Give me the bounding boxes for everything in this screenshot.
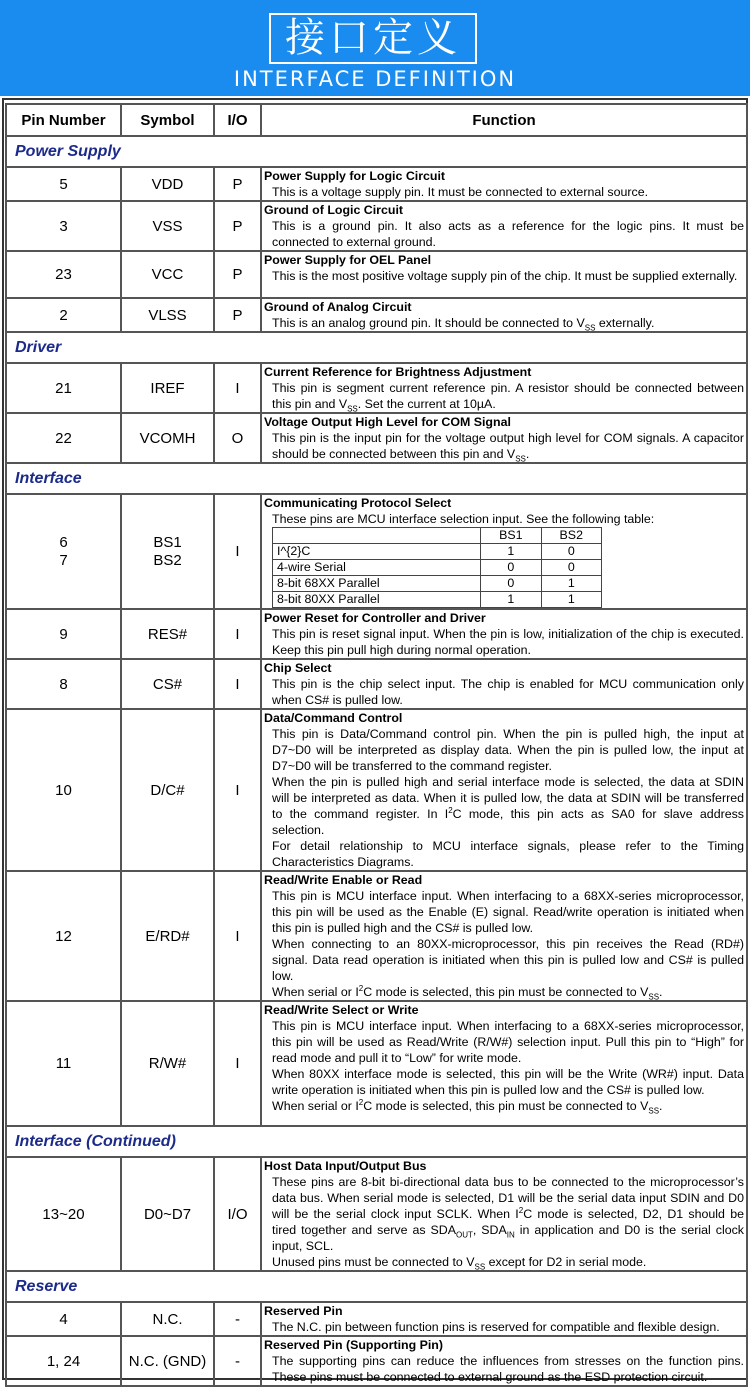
table-row — [6, 251, 747, 298]
table-row — [6, 167, 747, 201]
pin-io: - — [214, 1302, 261, 1336]
column-header-pin: Pin Number — [6, 104, 121, 136]
function-title: Voltage Output High Level for COM Signal — [264, 415, 511, 429]
pin-function — [261, 1302, 747, 1336]
bus-select-cell: 1 — [481, 544, 541, 560]
pin-symbol: IREF — [121, 363, 214, 413]
pin-function — [261, 609, 747, 659]
section-row — [6, 1271, 747, 1302]
bus-select-header-cell: BS1 — [481, 528, 541, 544]
bus-select-cell: 1 — [541, 592, 601, 608]
pin-number: 3 — [6, 201, 121, 251]
table-row — [6, 494, 747, 609]
pin-io: P — [214, 201, 261, 251]
bus-select-row — [273, 560, 602, 576]
table-row — [6, 871, 747, 1001]
table-row — [6, 413, 747, 463]
function-description: When serial or $I^2C$ mode is selected, this pin must be connected to $V_{SS}$. — [272, 1097, 663, 1116]
bus-select-cell: 0 — [541, 544, 601, 560]
header-banner — [0, 0, 750, 96]
bus-select-cell: 8-bit 68XX Parallel — [273, 576, 481, 592]
bus-select-cell: 1 — [541, 576, 601, 592]
pin-function — [261, 709, 747, 871]
pin-symbol: BS1 BS2 — [121, 494, 214, 609]
pin-function — [261, 167, 747, 201]
pin-number: 22 — [6, 413, 121, 463]
pin-io: I — [214, 494, 261, 609]
function-description: This is the most positive voltage supply pin of the chip. It must be supplied externally. — [272, 269, 738, 283]
table-row — [6, 1336, 747, 1386]
pin-function — [261, 251, 747, 298]
pin-symbol: D0~D7 — [121, 1157, 214, 1271]
function-title: Reserved Pin (Supporting Pin) — [264, 1338, 443, 1352]
pin-number: 11 — [6, 1001, 121, 1126]
bus-select-cell: I^{2}C — [273, 544, 481, 560]
function-title: Data/Command Control — [264, 711, 403, 725]
bus-select-header-cell: BS2 — [541, 528, 601, 544]
pin-function — [261, 1157, 747, 1271]
function-title: Ground of Analog Circuit — [264, 300, 412, 314]
pin-symbol: VCC — [121, 251, 214, 298]
pin-io: I — [214, 709, 261, 871]
pin-symbol: N.C. (GND) — [121, 1336, 214, 1386]
pin-symbol: VSS — [121, 201, 214, 251]
pin-symbol: E/RD# — [121, 871, 214, 1001]
section-row — [6, 463, 747, 494]
function-title: Communicating Protocol Select — [264, 496, 452, 510]
table-row — [6, 659, 747, 709]
bus-select-cell: 0 — [481, 576, 541, 592]
pin-io: P — [214, 298, 261, 332]
bus-select-cell: 4-wire Serial — [273, 560, 481, 576]
section-title: Reserve — [6, 1271, 747, 1302]
pin-io: P — [214, 251, 261, 298]
table-body — [6, 136, 747, 1386]
function-description: This pin is segment current reference pin. A resistor should be connected between this pin and $V_{SS}$. Set the current at 10µA. — [272, 381, 744, 414]
function-description: When the pin is pulled high and serial interface mode is selected, the data at SDIN will be interpreted as data. When it is pulled low, the data at SDIN will be transferred to the command register. In $I^2C$ mode, this pin acts as SA0 for slave address selection. — [272, 775, 744, 837]
bus-select-row — [273, 576, 602, 592]
column-header-io: I/O — [214, 104, 261, 136]
pin-symbol: VLSS — [121, 298, 214, 332]
bus-select-header-cell — [273, 528, 481, 544]
title-chinese: 接口定义 — [269, 13, 477, 64]
bus-select-row — [273, 544, 602, 560]
bus-select-row — [273, 592, 602, 608]
function-description: This is a ground pin. It also acts as a reference for the logic pins. It must be connected to external ground. — [272, 219, 744, 249]
table-row — [6, 363, 747, 413]
pin-number: 5 — [6, 167, 121, 201]
function-title: Power Supply for Logic Circuit — [264, 169, 446, 183]
function-description: The supporting pins can reduce the influences from stresses on the function pins. These pins must be connected to external ground as the ESD protection circuit. — [272, 1354, 744, 1384]
pin-number: 8 — [6, 659, 121, 709]
pin-definition-table — [5, 103, 748, 1387]
function-description: This is an analog ground pin. It should be connected to $V_{SS}$ externally. — [272, 316, 655, 333]
pin-number: 4 — [6, 1302, 121, 1336]
pin-number: 10 — [6, 709, 121, 871]
function-description: When connecting to an 80XX-microprocessor, this pin receives the Read (RD#) signal. Data read operation is initiated when this pin is pulled low and CS# is pulled low. — [272, 937, 744, 983]
pin-function — [261, 413, 747, 463]
pin-number: 13~20 — [6, 1157, 121, 1271]
table-row — [6, 1302, 747, 1336]
bus-select-cell: 1 — [481, 592, 541, 608]
pin-function — [261, 1001, 747, 1126]
pin-io: I — [214, 871, 261, 1001]
pin-io: P — [214, 167, 261, 201]
table-row — [6, 1157, 747, 1271]
table-row — [6, 609, 747, 659]
function-title: Power Reset for Controller and Driver — [264, 611, 486, 625]
pin-io: I — [214, 363, 261, 413]
pin-number: 12 — [6, 871, 121, 1001]
function-description: When serial or $I^2C$ mode is selected, this pin must be connected to $V_{SS}$. — [272, 983, 663, 1002]
pin-symbol: VCOMH — [121, 413, 214, 463]
function-description: When 80XX interface mode is selected, this pin will be the Write (WR#) input. Data write operation is initiated when this pin is pulled low and the CS# is pulled low. — [272, 1067, 744, 1097]
function-title: Read/Write Enable or Read — [264, 873, 423, 887]
function-title: Current Reference for Brightness Adjustment — [264, 365, 532, 379]
bus-select-header — [273, 528, 602, 544]
function-description: Unused pins must be connected to $V_{SS}$ except for D2 in serial mode. — [272, 1255, 647, 1272]
function-title: Read/Write Select or Write — [264, 1003, 419, 1017]
bus-select-cell: 8-bit 80XX Parallel — [273, 592, 481, 608]
table-row — [6, 709, 747, 871]
pin-function — [261, 871, 747, 1001]
pin-symbol: CS# — [121, 659, 214, 709]
function-description: This pin is MCU interface input. When interfacing to a 68XX-series microprocessor, this pin will be used as the Enable (E) signal. Read/write operation is initiated when this pin is pulled high and the CS# is pulled low. — [272, 889, 744, 935]
column-header-function: Function — [261, 104, 747, 136]
pin-number: 23 — [6, 251, 121, 298]
pin-number: 2 — [6, 298, 121, 332]
function-description: This pin is MCU interface input. When interfacing to a 68XX-series microprocessor, this pin will be used as Read/Write (R/W#) selection input. Pull this pin to “High” for read mode and pull it to “Low” for write mode. — [272, 1019, 744, 1065]
table-header-row — [6, 104, 747, 136]
function-description: This pin is Data/Command control pin. When the pin is pulled high, the input at D7~D0 will be interpreted as display data. When the pin is pulled low, the input at D7~D0 will be transferred to the command register. — [272, 727, 744, 773]
function-description: This pin is the chip select input. The chip is enabled for MCU communication only when CS# is pulled low. — [272, 677, 744, 707]
pin-function — [261, 298, 747, 332]
pin-symbol: R/W# — [121, 1001, 214, 1126]
bus-select-cell: 0 — [481, 560, 541, 576]
function-description: The N.C. pin between function pins is reserved for compatible and flexible design. — [272, 1320, 720, 1334]
pin-number: 21 — [6, 363, 121, 413]
function-description: These pins are MCU interface selection input. See the following table: — [272, 512, 655, 526]
function-title: Reserved Pin — [264, 1304, 343, 1318]
pin-io: I/O — [214, 1157, 261, 1271]
pin-function — [261, 1336, 747, 1386]
pin-io: O — [214, 413, 261, 463]
pin-symbol: D/C# — [121, 709, 214, 871]
pin-symbol: N.C. — [121, 1302, 214, 1336]
section-row — [6, 136, 747, 167]
function-description: This is a voltage supply pin. It must be connected to external source. — [272, 185, 649, 199]
pin-io: - — [214, 1336, 261, 1386]
section-title: Power Supply — [6, 136, 747, 167]
pin-number: 1, 24 — [6, 1336, 121, 1386]
function-title: Host Data Input/Output Bus — [264, 1159, 427, 1173]
section-title: Interface (Continued) — [6, 1126, 747, 1157]
pin-symbol: RES# — [121, 609, 214, 659]
bus-select-table — [272, 527, 602, 608]
function-description: This pin is the input pin for the voltage output high level for COM signals. A capacitor should be connected between this pin and $V_{SS}$. — [272, 431, 744, 464]
section-row — [6, 1126, 747, 1157]
pin-function — [261, 363, 747, 413]
pin-number: 9 — [6, 609, 121, 659]
section-title: Interface — [6, 463, 747, 494]
column-header-symbol: Symbol — [121, 104, 214, 136]
pin-io: I — [214, 659, 261, 709]
pin-function — [261, 494, 747, 609]
table-row — [6, 298, 747, 332]
function-description: This pin is reset signal input. When the pin is low, initialization of the chip is executed. Keep this pin pull high during normal operation. — [272, 627, 744, 657]
pin-number: 6 7 — [6, 494, 121, 609]
table-row — [6, 201, 747, 251]
section-row — [6, 332, 747, 363]
pin-function — [261, 201, 747, 251]
pin-io: I — [214, 1001, 261, 1126]
pin-symbol: VDD — [121, 167, 214, 201]
section-title: Driver — [6, 332, 747, 363]
function-description: These pins are 8-bit bi-directional data bus to be connected to the microprocessor’s data bus. When serial mode is selected, D1 will be the serial data input SDIN and D0 will be the serial clock input SCLK. When $I^2C$ mode is selected, D2, D1 should be tired together and serve as $SDA_{OUT}$, $SDA_{IN}$ in application and D0 is the serial clock input, SCL. — [272, 1175, 744, 1253]
pin-function — [261, 659, 747, 709]
function-title: Chip Select — [264, 661, 332, 675]
function-description: For detail relationship to MCU interface signals, please refer to the Timing Characteristics Diagrams. — [272, 839, 744, 869]
title-english: INTERFACE DEFINITION — [233, 67, 517, 91]
function-title: Ground of Logic Circuit — [264, 203, 404, 217]
function-title: Power Supply for OEL Panel — [264, 253, 432, 267]
bus-select-cell: 0 — [541, 560, 601, 576]
pin-io: I — [214, 609, 261, 659]
table-row — [6, 1001, 747, 1126]
